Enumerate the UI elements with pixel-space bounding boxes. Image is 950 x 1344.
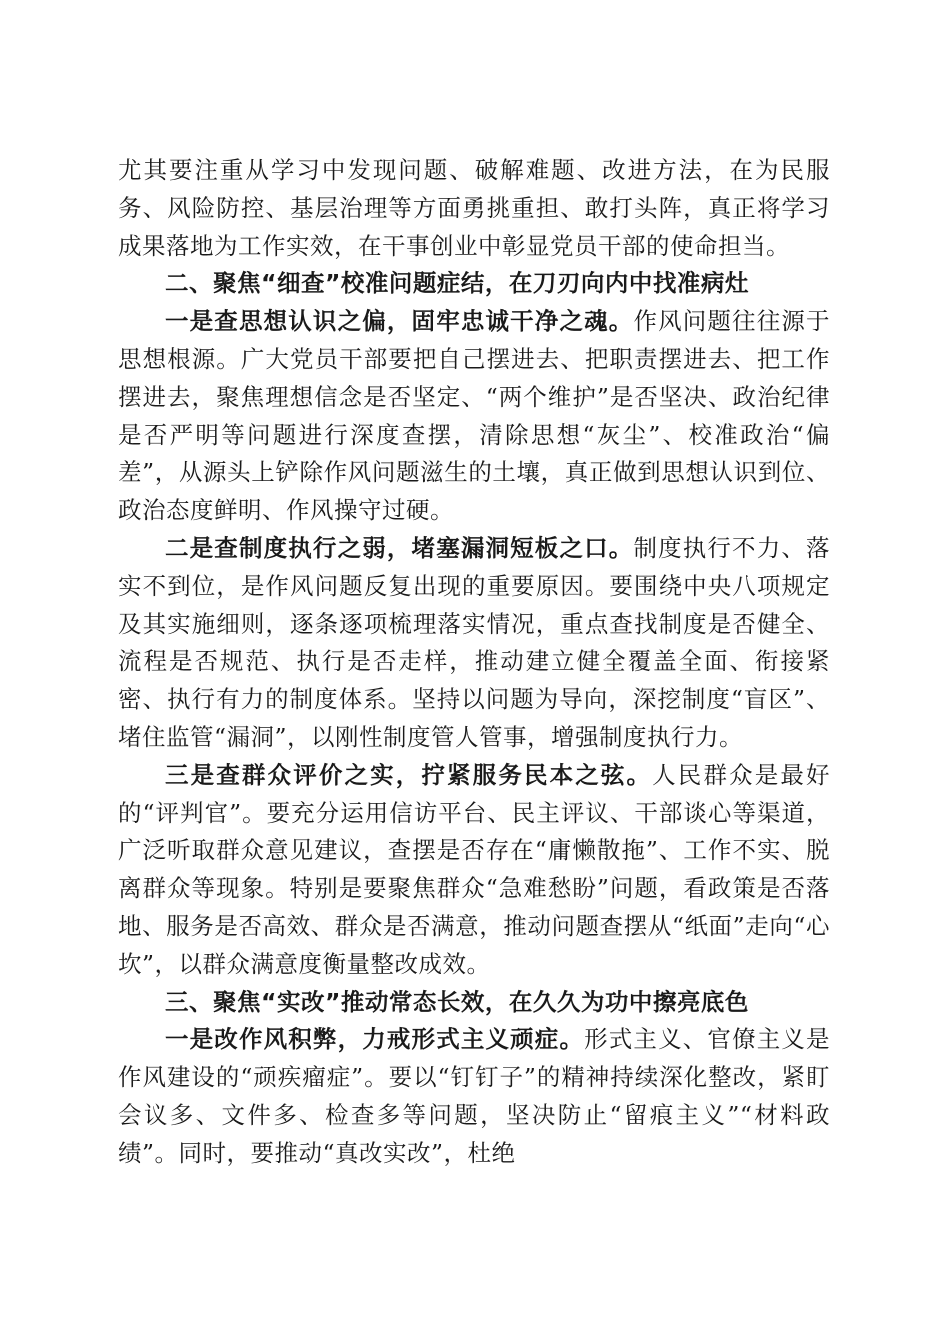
paragraph-2-3	[118, 757, 830, 984]
paragraph-2-2	[118, 530, 830, 757]
paragraph-2-3-lead: 三是查群众评价之实，拧紧服务民本之弦。	[165, 760, 653, 789]
section-heading-2: 二、聚焦“细查”校准问题症结，在刀刃向内中找准病灶	[165, 269, 749, 298]
section-heading-3: 三、聚焦“实改”推动常态长效，在久久为功中擦亮底色	[165, 987, 749, 1016]
paragraph-3-1-body: 形式主义、官僚主义是作风建设的“顽疾瘤症”。要以“钉钉子”的精神持续深化整改，紧盯会议多、文件多、检查多等问题，坚决防止“留痕主义”“材料政绩”。同时，要推动“真改实改”，杜绝	[118, 1025, 831, 1167]
paragraph-2-2-lead: 二是查制度执行之弱，堵塞漏洞短板之口。	[165, 533, 634, 562]
paragraph-3-1-lead: 一是改作风积弊，力戒形式主义顽症。	[165, 1025, 585, 1054]
paragraph-2-3-body: 人民群众是最好的“评判官”。要充分运用信访平台、民主评议、干部谈心等渠道，广泛听取群众意见建议，查摆是否存在“庸懒散拖”、工作不实、脱离群众等现象。特别是要聚焦群众“急难愁盼”问题，看政策是否落地、服务是否高效、群众是否满意，推动问题查摆从“纸面”走向“心坎”，以群众满意度衡量整改成效。	[118, 760, 831, 978]
paragraph-2-1	[118, 303, 830, 530]
paragraph-3-1	[118, 1021, 830, 1172]
paragraph-2-2-body: 制度执行不力、落实不到位，是作风问题反复出现的重要原因。要围绕中央八项规定及其实施细则，逐条逐项梳理落实情况，重点查找制度是否健全、流程是否规范、执行是否走样，推动建立健全覆盖全面、衔接紧密、执行有力的制度体系。坚持以问题为导向，深挖制度“盲区”、堵住监管“漏洞”，以刚性制度管人管事，增强制度执行力。	[118, 533, 831, 751]
paragraph-2-1-body: 作风问题往往源于思想根源。广大党员干部要把自己摆进去、把职责摆进去、把工作摆进去，聚焦理想信念是否坚定、“两个维护”是否坚决、政治纪律是否严明等问题进行深度查摆，清除思想“灰尘”、校准政治“偏差”，从源头上铲除作风问题滋生的土壤，真正做到思想认识到位、政治态度鲜明、作风操守过硬。	[118, 307, 831, 525]
document-page	[118, 152, 830, 1173]
paragraph-intro-continued: 尤其要注重从学习中发现问题、破解难题、改进方法，在为民服务、风险防控、基层治理等方面勇挑重担、敢打头阵，真正将学习成果落地为工作实效，在干事创业中彰显党员干部的使命担当。	[118, 156, 830, 260]
paragraph-2-1-lead: 一是查思想认识之偏，固牢忠诚干净之魂。	[165, 307, 634, 336]
